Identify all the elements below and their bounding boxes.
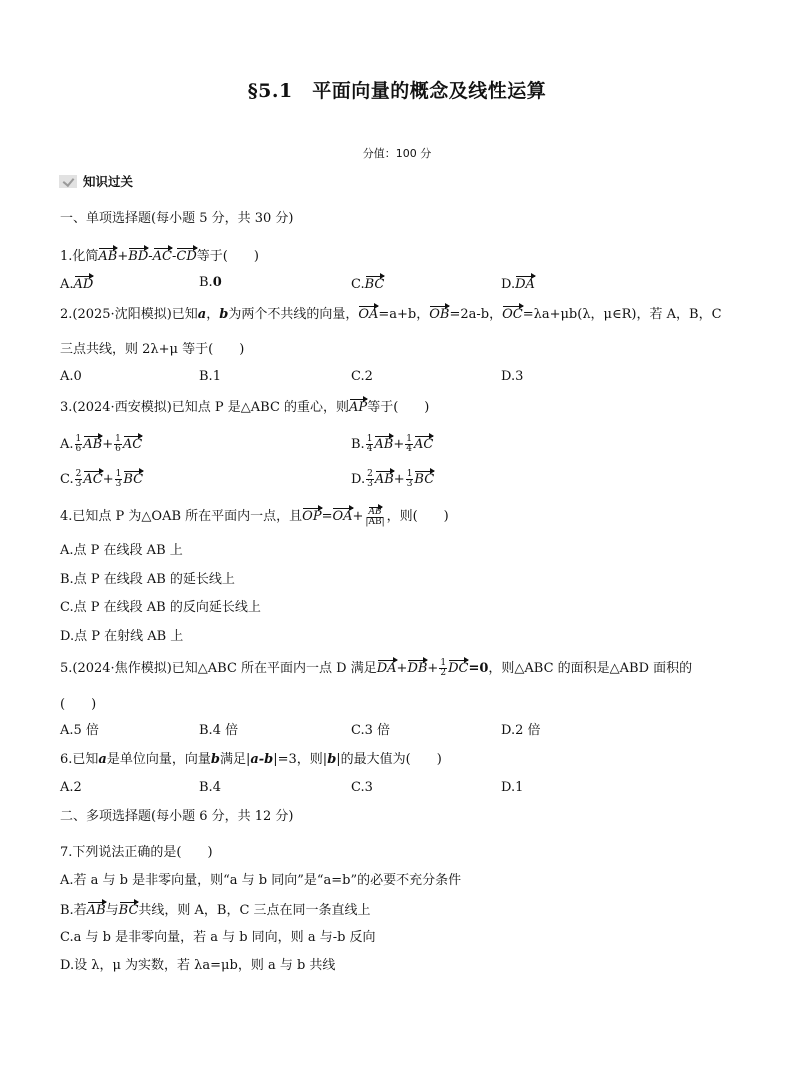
score-label: 分值：100 分 — [362, 147, 432, 160]
q6-option-b: B.4 — [199, 780, 221, 795]
q4-option-b: B.点 P 在线段 AB 的延长线上 — [60, 572, 235, 587]
q7-option-d: D.设 λ，μ 为实数，若 λa=μb，则 a 与 b 共线 — [60, 958, 336, 973]
page-title: §5.1 平面向量的概念及线性运算 — [247, 80, 547, 102]
q7-option-c: C.a 与 b 是非零向量，若 a 与 b 同向，则 a 与-b 反向 — [60, 930, 376, 945]
question-3: 3.(2024·西安模拟)已知点 P 是△ABC 的重心，则AP等于( ) — [60, 400, 430, 415]
q5-option-c: C.3 倍 — [351, 723, 391, 738]
q1-option-c: C.BC — [351, 277, 385, 292]
question-2-cont: 三点共线，则 2λ+μ 等于( ) — [60, 342, 245, 357]
q1-option-a: A.AD — [60, 277, 94, 292]
question-6: 6.已知a是单位向量，向量b满足|a-b|=3，则|b|的最大值为( ) — [60, 752, 442, 767]
question-2: 2.(2025·沈阳模拟)已知a，b为两个不共线的向量，OA=a+b，OB=2a-b，OC=λa+μb(λ，μ∈R)，若 A，B，C — [60, 307, 722, 322]
question-1: 1.化简AB+BD-AC-CD等于( ) — [60, 249, 259, 264]
q2-option-b: B.1 — [199, 369, 221, 384]
q5-option-d: D.2 倍 — [501, 723, 541, 738]
question-4: 4.已知点 P 为△OAB 所在平面内一点，且OP=OA+ $\frac{AB}{|AB|}$ ，则( ) — [60, 507, 449, 527]
q2-option-d: D.3 — [501, 369, 524, 384]
q3-option-c: C. $\frac{2}{3}$ AC+ $\frac{1}{3}$ BC — [60, 469, 144, 489]
checkmark-icon — [59, 175, 77, 188]
q6-option-d: D.1 — [501, 780, 524, 795]
q4-option-d: D.点 P 在射线 AB 上 — [60, 629, 184, 644]
q4-option-a: A.点 P 在线段 AB 上 — [60, 543, 183, 558]
q3-option-d: D. $\frac{2}{3}$ AB+ $\frac{1}{3}$ BC — [351, 469, 435, 489]
question-5-cont: ( ) — [60, 697, 97, 712]
question-7: 7.下列说法正确的是( ) — [60, 845, 213, 860]
section-badge: 知识过关 — [59, 172, 133, 190]
part2-heading: 二、多项选择题(每小题 6 分，共 12 分) — [60, 809, 294, 824]
q2-option-a: A.0 — [60, 369, 82, 384]
q1-option-b: B.0 — [199, 275, 222, 290]
question-5: 5.(2024·焦作模拟)已知△ABC 所在平面内一点 D 满足DA+DB+ $\frac{1}{2}$ DC=0，则△ABC 的面积是△ABD 面积的 — [60, 658, 693, 678]
q4-option-c: C.点 P 在线段 AB 的反向延长线上 — [60, 600, 261, 615]
q6-option-c: C.3 — [351, 780, 373, 795]
q7-option-a: A.若 a 与 b 是非零向量，则“a 与 b 同向”是“a=b”的必要不充分条件 — [60, 873, 462, 888]
q3-option-a: A. $\frac{1}{6}$ AB+ $\frac{1}{6}$ AC — [60, 434, 143, 454]
q7-option-b: B.若AB与BC共线，则 A，B，C 三点在同一条直线上 — [60, 903, 371, 918]
q5-option-b: B.4 倍 — [199, 723, 239, 738]
q5-option-a: A.5 倍 — [60, 723, 99, 738]
q1-option-d: D.DA — [501, 277, 535, 292]
part1-heading: 一、单项选择题(每小题 5 分，共 30 分) — [60, 211, 294, 226]
q2-option-c: C.2 — [351, 369, 373, 384]
q6-option-a: A.2 — [60, 780, 82, 795]
q3-option-b: B. $\frac{1}{4}$ AB+ $\frac{1}{4}$ AC — [351, 434, 434, 454]
